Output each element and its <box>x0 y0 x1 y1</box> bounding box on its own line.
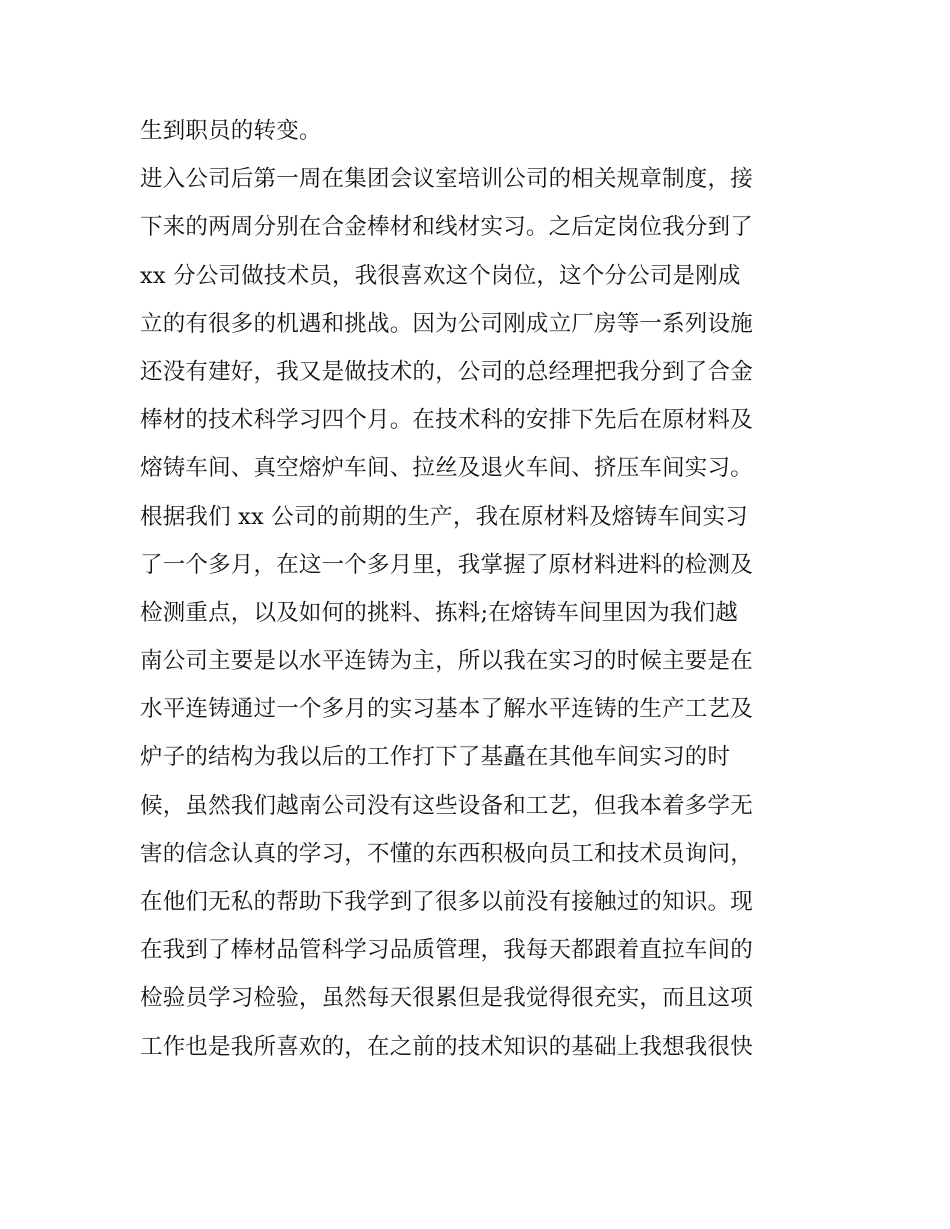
text-line-10: 了一个多月，在这一个多月里，我掌握了原材料进料的检测及 <box>140 551 753 578</box>
text-line-20: 工作也是我所喜欢的，在之前的技术知识的基础上我想我很快 <box>140 1033 753 1060</box>
text-line-14: 炉子的结构为我以后的工作打下了基矗在其他车间实习的时 <box>140 744 731 771</box>
text-line-18: 在我到了棒材品管科学习品质管理，我每天都跟着直拉车间的 <box>140 937 753 964</box>
text-line-19: 检验员学习检验，虽然每天很累但是我觉得很充实，而且这项 <box>140 985 753 1012</box>
text-line-15: 候，虽然我们越南公司没有这些设备和工艺，但我本着多学无 <box>140 792 753 819</box>
text-line-9: 根据我们 xx 公司的前期的生产，我在原材料及熔铸车间实习 <box>140 503 748 530</box>
text-line-6: 还没有建好，我又是做技术的，公司的总经理把我分到了合金 <box>140 358 753 385</box>
text-line-17: 在他们无私的帮助下我学到了很多以前没有接触过的知识。现 <box>140 889 753 915</box>
body-text <box>140 107 820 1071</box>
text-line-1: 生到职员的转变。 <box>140 118 322 144</box>
text-line-2: 进入公司后第一周在集团会议室培训公司的相关规章制度，接 <box>140 166 753 193</box>
text-line-16: 害的信念认真的学习，不懂的东西积极向员工和技术员询问， <box>140 840 753 867</box>
text-line-3: 下来的两周分别在合金棒材和线材实习。之后定岗位我分到了 <box>140 214 753 241</box>
text-line-5: 立的有很多的机遇和挑战。因为公司刚成立厂房等一系列设施 <box>140 310 753 337</box>
text-line-13: 水平连铸通过一个多月的实习基本了解水平连铸的生产工艺及 <box>140 696 753 723</box>
text-line-12: 南公司主要是以水平连铸为主，所以我在实习的时候主要是在 <box>140 648 753 675</box>
text-line-11: 检测重点，以及如何的挑料、拣料;在熔铸车间里因为我们越 <box>140 599 738 626</box>
text-line-8: 熔铸车间、真空熔炉车间、拉丝及退火车间、挤压车间实习。 <box>140 455 753 482</box>
text-line-7: 棒材的技术科学习四个月。在技术科的安排下先后在原材料及 <box>140 407 753 434</box>
text-line-4: xx 分公司做技术员，我很喜欢这个岗位，这个分公司是刚成 <box>140 262 741 289</box>
